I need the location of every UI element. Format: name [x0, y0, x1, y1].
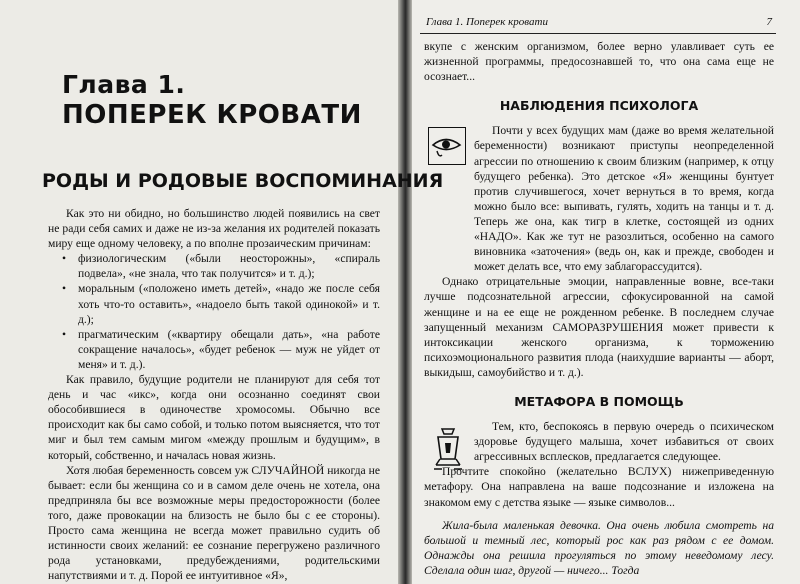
- left-body-text: [48, 206, 380, 583]
- observations-block: [424, 123, 774, 274]
- story-paragraph: Жила-была маленькая девочка. Она очень любила смотреть на большой и темный лес, который рос как раз рядом с ее домом. Однажды она решила прогуляться по этому неведомому лесу. Сделала один шаг, другой — ничего... Тогда: [424, 518, 774, 577]
- section-title: РОДЫ И РОДОВЫЕ ВОСПОМИНАНИЯ: [42, 170, 444, 192]
- paragraph: Хотя любая беременность совсем уж СЛУЧАЙНОЙ никогда не бывает: если бы женщина со и в самом деле очень не хотела, она предприняла бы все возможные меры предосторожности (более того, даже провокации на близость не было бы с ее стороны). Просто сама женщина не всегда может правильно судить об истинности своих желаний: ее сознание перегружено различного рода установками, предубеждениями, родительскими напутствиями и т. д. Порой ее интуитивное «Я»,: [48, 463, 380, 583]
- page-number: 7: [766, 16, 772, 28]
- running-header: [420, 15, 776, 34]
- eye-icon: [428, 127, 466, 165]
- paragraph: вкупе с женским организмом, более верно улавливает суть ее жизненной программы, предосознавшей то, что она сама еще не осознает...: [424, 40, 774, 84]
- list-item: • физиологическим («были неосторожны», «спираль подвела», «не знала, что так получится» и т. д.);: [62, 251, 380, 281]
- paragraph: Как правило, будущие родители не планируют для себя тот день и час «икс», когда они осознанно соединят свои обособившиеся в одиночестве хромосомы. Обычно все происходит как бы само собой, и только потом выясняется, что тот миг и был тем самым мигом «между прошлым и будущим», в который, собственно, и началась новая жизнь.: [48, 373, 380, 462]
- lantern-icon: [428, 425, 468, 475]
- paragraph: Почти у всех будущих мам (даже во время желательной беременности) возникают приступы неопределенной агрессии по отношению к своим близким (например, к отцу будущего ребенка). Это детское «Я» женщины бунтует против случившегося, хочет вернуться в то время, когда можно было все: выпивать, гулять, ходить на танцы и т. д. Теперь же она, как тигр в клетке, состоящей из одних «НАДО». Как же тут не разозлиться, особенно на самого виновника «заточения» (ведь он, как и прежде, свободен и может делать все, что ему заблагорассудится).: [474, 124, 774, 274]
- chapter-kicker: Глава 1.: [62, 70, 186, 99]
- book-gutter: [398, 0, 412, 584]
- list-item: • моральным («положено иметь детей», «надо же после себя хоть что-то оставить», «надоело быть такой одинокой» и т. д.);: [62, 281, 380, 326]
- reasons-list: [48, 251, 380, 372]
- paragraph: Прочтите спокойно (желательно ВСЛУХ) нижеприведенную метафору. Она направлена на ваше подсознание и изложена на знакомом ему с детства языке — языке символов...: [424, 465, 774, 509]
- metaphor-block: [424, 419, 774, 464]
- chapter-title: ПОПЕРЕК КРОВАТИ: [62, 100, 362, 130]
- paragraph: Как это ни обидно, но большинство людей появились на свет не ради себя самих и даже не из-за желания их родителей показать миру еще одному человеку, а по вполне прозаическим причинам:: [48, 207, 380, 251]
- observations-heading: НАБЛЮДЕНИЯ ПСИХОЛОГА: [499, 98, 699, 114]
- metaphor-heading: МЕТАФОРА В ПОМОЩЬ: [514, 393, 684, 409]
- paragraph: Однако отрицательные эмоции, направленные вовне, все-таки лучше подсознательной агрессии, сфокусированной на самой женщине и на ее еще не рожденном ребенке. В последнем случае запущенный механизм САМОРАЗРУШЕНИЯ может привести к интоксикации женского организма, к торможению психоэмоционального развития плода (наихудшие варианты — аборт, выкидыш, самоубийство и т. д.).: [424, 275, 774, 379]
- paragraph: Тем, кто, беспокоясь в первую очередь о психическом здоровье будущего малыша, хочет избавиться от своих агрессивных всплесков, предлагается следующее.: [474, 420, 774, 464]
- list-item: • прагматическим («квартиру обещали дать», «на работе сокращение началось», «будет ребенок — муж не уйдет от меня» и т. д.).: [62, 327, 380, 372]
- right-body-text: [424, 39, 774, 578]
- running-title: Глава 1. Поперек кровати: [426, 16, 548, 28]
